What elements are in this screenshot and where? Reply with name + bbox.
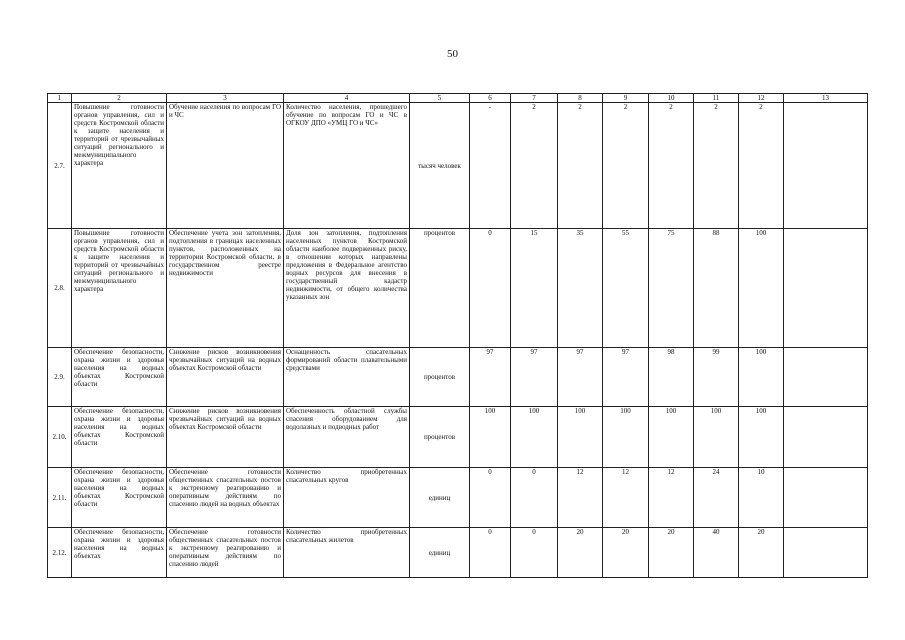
table-row — [48, 348, 868, 407]
value-cell: 20 — [603, 528, 649, 578]
value-cell: 12 — [558, 468, 603, 528]
header-cell: 13 — [784, 94, 868, 103]
header-cell: 10 — [649, 94, 694, 103]
header-cell: 6 — [470, 94, 511, 103]
header-cell: 3 — [167, 94, 284, 103]
value-cell: 97 — [470, 348, 511, 407]
value-cell: 100 — [739, 407, 784, 468]
value-cell: 100 — [739, 348, 784, 407]
table-row — [48, 528, 868, 578]
task-cell: Обеспечение готовности общественных спасательных постов к экстренному реагированию и оперативным действиям по спасению людей на водных объектах — [167, 468, 284, 528]
value-cell: 100 — [470, 407, 511, 468]
notes-cell — [784, 348, 868, 407]
goal-cell: Повышение готовности органов управления, сил и средств Костромской области к защите населения и территорий от чрезвычайных ситуаций регионального и межмуниципального характера — [72, 103, 167, 229]
value-cell: 12 — [603, 468, 649, 528]
value-cell: 100 — [739, 229, 784, 348]
unit-cell: процентов — [410, 407, 470, 468]
task-cell: Снижение рисков возникновения чрезвычайных ситуаций на водных объектах Костромской области — [167, 348, 284, 407]
value-cell: 10 — [739, 468, 784, 528]
task-cell: Снижение рисков возникновения чрезвычайных ситуаций на водных объектах Костромской области — [167, 407, 284, 468]
row-number: 2.10. — [48, 407, 72, 468]
goal-cell: Обеспечение безопасности, охрана жизни и здоровья населения на водных объектах — [72, 528, 167, 578]
row-number: 2.8. — [48, 229, 72, 348]
value-cell: 0 — [511, 468, 558, 528]
value-cell: 2 — [649, 103, 694, 229]
row-number: 2.7. — [48, 103, 72, 229]
value-cell: 97 — [603, 348, 649, 407]
task-cell: Обеспечение учета зон затопления, подтопления в границах населенных пунктов, расположенных на территории Костромской области, в государственном реестре недвижимости — [167, 229, 284, 348]
value-cell: 97 — [511, 348, 558, 407]
indicators-table — [47, 93, 868, 578]
value-cell: 12 — [649, 468, 694, 528]
value-cell: 2 — [694, 103, 739, 229]
header-cell: 12 — [739, 94, 784, 103]
row-number: 2.12. — [48, 528, 72, 578]
table-row — [48, 407, 868, 468]
goal-cell: Обеспечение безопасности, охрана жизни и здоровья населения на водных объектах Костромской области — [72, 407, 167, 468]
value-cell: 75 — [649, 229, 694, 348]
value-cell: 2 — [558, 103, 603, 229]
value-cell: 100 — [603, 407, 649, 468]
value-cell: - — [470, 103, 511, 229]
value-cell: 40 — [694, 528, 739, 578]
indicator-cell: Обеспеченность областной службы спасения оборудованием для водолазных и подводных работ — [284, 407, 410, 468]
task-cell: Обеспечение готовности общественных спасательных постов к экстренному реагированию и оперативным действиям по спасению людей — [167, 528, 284, 578]
value-cell: 100 — [558, 407, 603, 468]
row-number: 2.11. — [48, 468, 72, 528]
value-cell: 20 — [649, 528, 694, 578]
notes-cell — [784, 407, 868, 468]
indicator-cell: Количество приобретенных спасательных кругов — [284, 468, 410, 528]
indicator-cell: Доля зон затопления, подтопления населенных пунктов Костромской области наиболее подверженных риску, в отношении которых направлены предложения в Федеральное агентство водных ресурсов для внесения в государственный кадастр недвижимости, от общего количества указанных зон — [284, 229, 410, 348]
indicator-cell: Оснащенность спасательных формирований области плавательными средствами — [284, 348, 410, 407]
row-number: 2.9. — [48, 348, 72, 407]
value-cell: 35 — [558, 229, 603, 348]
task-cell: Обучение населения по вопросам ГО и ЧС — [167, 103, 284, 229]
goal-cell: Обеспечение безопасности, охрана жизни и здоровья населения на водных объектах Костромской области — [72, 468, 167, 528]
value-cell: 99 — [694, 348, 739, 407]
notes-cell — [784, 229, 868, 348]
header-cell: 4 — [284, 94, 410, 103]
indicator-cell: Количество населения, прошедшего обучение по вопросам ГО и ЧС в ОГКОУ ДПО «УМЦ ГО и ЧС» — [284, 103, 410, 229]
value-cell: 97 — [558, 348, 603, 407]
value-cell: 20 — [739, 528, 784, 578]
value-cell: 100 — [694, 407, 739, 468]
value-cell: 2 — [739, 103, 784, 229]
value-cell: 100 — [511, 407, 558, 468]
goal-cell: Обеспечение безопасности, охрана жизни и здоровья населения на водных объектах Костромской области — [72, 348, 167, 407]
header-cell: 7 — [511, 94, 558, 103]
unit-cell: тысяч человек — [410, 103, 470, 229]
header-cell: 1 — [48, 94, 72, 103]
header-cell: 2 — [72, 94, 167, 103]
unit-cell: процентов — [410, 229, 470, 348]
notes-cell — [784, 528, 868, 578]
value-cell: 0 — [470, 528, 511, 578]
unit-cell: единиц — [410, 468, 470, 528]
notes-cell — [784, 468, 868, 528]
indicator-cell: Количество приобретенных спасательных жилетов — [284, 528, 410, 578]
header-cell: 8 — [558, 94, 603, 103]
notes-cell — [784, 103, 868, 229]
table-row — [48, 468, 868, 528]
value-cell: 15 — [511, 229, 558, 348]
value-cell: 100 — [649, 407, 694, 468]
value-cell: 20 — [558, 528, 603, 578]
value-cell: 0 — [470, 468, 511, 528]
goal-cell: Повышение готовности органов управления, сил и средств Костромской области к защите населения и территорий от чрезвычайных ситуаций регионального и межмуниципального характера — [72, 229, 167, 348]
value-cell: 0 — [511, 528, 558, 578]
page-number: 50 — [447, 48, 458, 60]
value-cell: 55 — [603, 229, 649, 348]
table-row — [48, 103, 868, 229]
value-cell: 0 — [470, 229, 511, 348]
table-row — [48, 229, 868, 348]
header-cell: 5 — [410, 94, 470, 103]
header-row — [48, 94, 868, 103]
value-cell: 2 — [603, 103, 649, 229]
value-cell: 98 — [649, 348, 694, 407]
value-cell: 88 — [694, 229, 739, 348]
unit-cell: единиц — [410, 528, 470, 578]
header-cell: 11 — [694, 94, 739, 103]
value-cell: 2 — [511, 103, 558, 229]
unit-cell: процентов — [410, 348, 470, 407]
header-cell: 9 — [603, 94, 649, 103]
value-cell: 24 — [694, 468, 739, 528]
